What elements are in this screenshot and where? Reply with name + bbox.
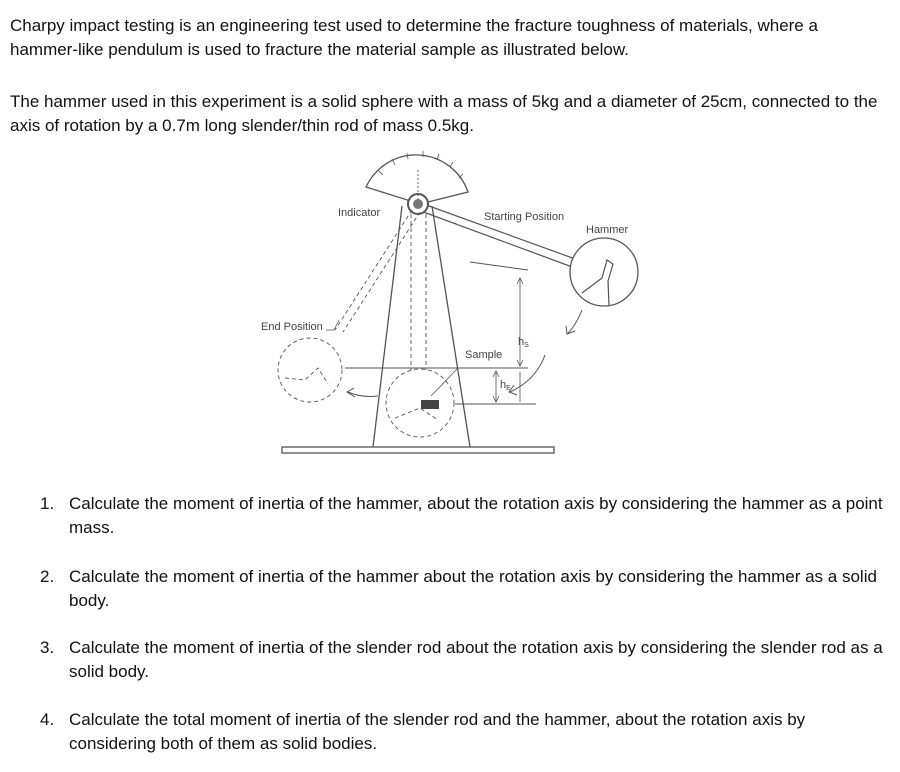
question-text: Calculate the moment of inertia of the hammer about the rotation axis by considering the hammer as a solid body. — [69, 567, 877, 610]
hammer-bottom-position — [386, 369, 454, 437]
label-indicator: Indicator — [338, 207, 381, 219]
base-plate — [282, 447, 554, 453]
label-he: hE — [500, 379, 511, 392]
label-starting-position: Starting Position — [484, 211, 565, 223]
label-hammer: Hammer — [586, 224, 629, 236]
question-text: Calculate the moment of inertia of the slender rod about the rotation axis by considering the slender rod as a solid body. — [69, 638, 883, 681]
question-text: Calculate the moment of inertia of the hammer, about the rotation axis by considering the hammer as a point mass. — [69, 494, 883, 537]
intro-paragraph-1: Charpy impact testing is an engineering test used to determine the fracture toughness of materials, where a hammer-like pendulum is used to fracture the material sample as illustrated below. — [10, 16, 818, 59]
hammer-end-position — [278, 338, 342, 402]
question-number: 3. — [40, 638, 55, 657]
frame-right-leg — [432, 206, 470, 447]
charpy-diagram — [255, 140, 655, 460]
question-number: 1. — [40, 494, 55, 513]
label-hs: hS — [518, 336, 529, 349]
question-number: 4. — [40, 710, 55, 729]
sample-block — [421, 400, 439, 409]
frame-left-leg — [373, 206, 402, 447]
question-number: 2. — [40, 567, 55, 586]
intro-paragraph-2: The hammer used in this experiment is a solid sphere with a mass of 5kg and a diameter of 25cm, connected to the axis of rotation by a 0.7m long slender/thin rod of mass 0.5kg. — [10, 92, 878, 135]
question-text: Calculate the total moment of inertia of the slender rod and the hammer, about the rotation axis by considering both of them as solid bodies. — [69, 710, 806, 753]
label-sample: Sample — [465, 349, 503, 361]
label-end-position: End Position — [261, 321, 323, 333]
